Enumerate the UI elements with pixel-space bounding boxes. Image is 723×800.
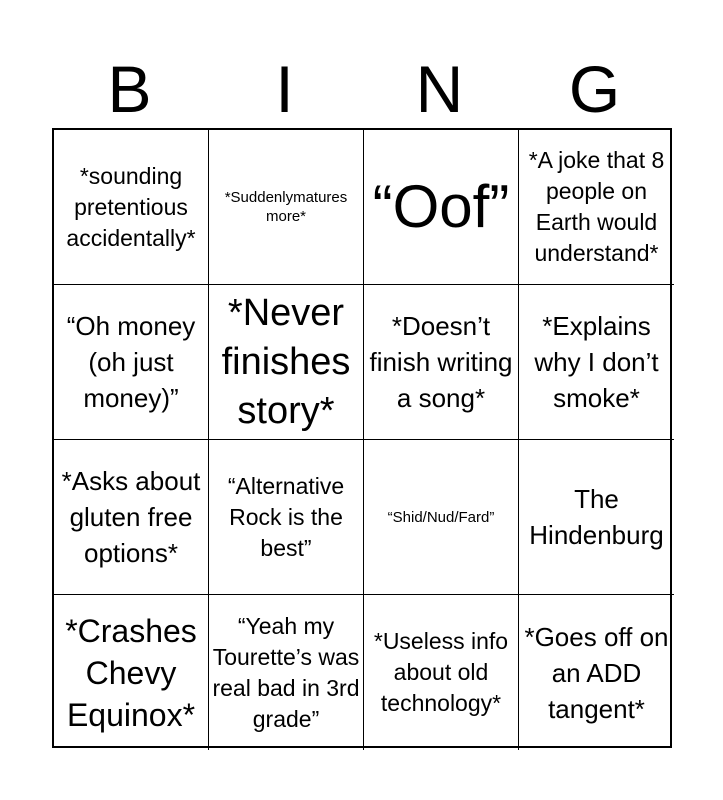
bingo-cell[interactable] [364,440,519,595]
cell-text: *Suddenlymatures more* [224,189,348,225]
bingo-cell[interactable] [519,595,674,750]
cell-text: *Useless info about old technology* [373,628,509,716]
cell-text: *Goes off on an ADD tangent* [524,621,669,724]
bingo-cell[interactable] [519,285,674,440]
header-letter-b: B [107,52,152,126]
bingo-cell[interactable] [209,285,364,440]
bingo-cell[interactable] [209,130,364,285]
bingo-cell[interactable] [54,595,209,750]
bingo-cell[interactable] [54,130,209,285]
cell-text: “Shid/Nud/Fard” [387,508,495,526]
bingo-board [52,128,672,748]
bingo-cell[interactable] [364,285,519,440]
cell-text: “Yeah my Tourette’s was real bad in 3rd grade” [212,612,360,732]
cell-text: *A joke that 8 people on Earth would understand* [528,147,665,266]
cell-text: *Never finishes story* [221,291,351,432]
bingo-cell[interactable] [519,440,674,595]
cell-text: *sounding pretentious accidentally* [66,162,196,251]
cell-text: *Crashes Chevy Equinox* [65,612,197,733]
header-letter-n: N [415,52,464,126]
header-letter-g: G [568,52,621,126]
bingo-cell[interactable] [209,595,364,750]
cell-text: The Hindenburg [529,484,664,550]
bingo-cell[interactable] [209,440,364,595]
bingo-cell[interactable] [364,130,519,285]
bingo-cell[interactable] [54,285,209,440]
header-letter-i: I [275,52,294,126]
cell-text: “Oof” [372,173,510,240]
cell-text: *Doesn’t finish writing a song* [369,311,513,413]
bingo-cell[interactable] [519,130,674,285]
cell-text: “Oh money (oh just money)” [66,311,196,413]
bingo-cell[interactable] [54,440,209,595]
cell-text: *Explains why I don’t smoke* [534,311,659,413]
cell-text: “Alternative Rock is the best” [227,472,345,561]
bingo-cell[interactable] [364,595,519,750]
bingo-header [52,52,672,126]
cell-text: *Asks about gluten free options* [61,466,201,568]
